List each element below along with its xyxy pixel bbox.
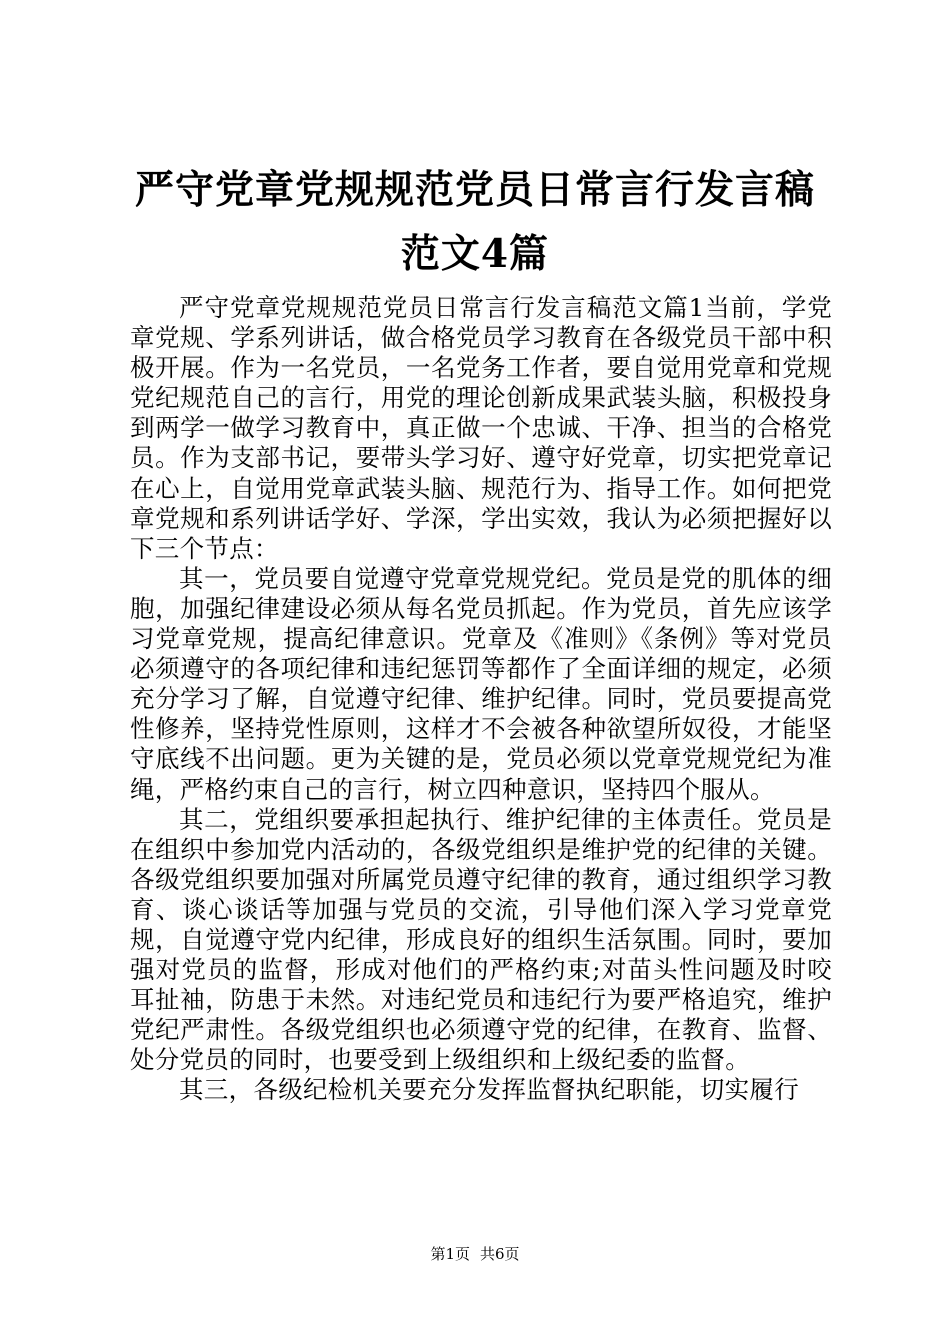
document-body: [130, 293, 832, 1106]
document-title: 严守党章党规规范党员日常言行发言稿范文4篇: [134, 167, 815, 277]
paragraph-2: 其一，党员要自觉遵守党章党规党纪。党员是党的肌体的细胞，加强纪律建设必须从每名党员抓起。作为党员，首先应该学习党章党规，提高纪律意识。党章及《准则》《条例》等对党员必须遵守的各项纪律和违纪惩罚等都作了全面详细的规定，必须充分学习了解，自觉遵守纪律、维护纪律。同时，党员要提高党性修养，坚持党性原则，这样才不会被各种欲望所奴役，才能坚守底线不出问题。更为关键的是，党员必须以党章党规党纪为准绳，严格约束自己的言行，树立四种意识，坚持四个服从。: [130, 563, 832, 804]
page-number: 第1页: [430, 1245, 470, 1263]
paragraph-3: 其二，党组织要承担起执行、维护纪律的主体责任。党员是在组织中参加党内活动的，各级党组织是维护党的纪律的关键。各级党组织要加强对所属党员遵守纪律的教育，通过组织学习教育、谈心谈话等加强与党员的交流，引导他们深入学习党章党规，自觉遵守党内纪律，形成良好的组织生活氛围。同时，要加强对党员的监督，形成对他们的严格约束;对苗头性问题及时咬耳扯袖，防患于未然。对违纪党员和违纪行为要严格追究，维护党纪严肃性。各级党组织也必须遵守党的纪律，在教育、监督、处分党员的同时，也要受到上级组织和上级纪委的监督。: [130, 804, 832, 1075]
paragraph-1: 严守党章党规规范党员日常言行发言稿范文篇1当前，学党章党规、学系列讲话，做合格党员学习教育在各级党员干部中积极开展。作为一名党员，一名党务工作者，要自觉用党章和党规党纪规范自己的言行，用党的理论创新成果武装头脑，积极投身到两学一做学习教育中，真正做一个忠诚、干净、担当的合格党员。作为支部书记，要带头学习好、遵守好党章，切实把党章记在心上，自觉用党章武装头脑、规范行为、指导工作。如何把党章党规和系列讲话学好、学深，学出实效，我认为必须把握好以下三个节点：: [130, 293, 832, 563]
page-total: 共6页: [480, 1245, 520, 1263]
paragraph-4: 其三，各级纪检机关要充分发挥监督执纪职能，切实履行: [179, 1075, 799, 1105]
page-footer: [0, 1244, 950, 1264]
